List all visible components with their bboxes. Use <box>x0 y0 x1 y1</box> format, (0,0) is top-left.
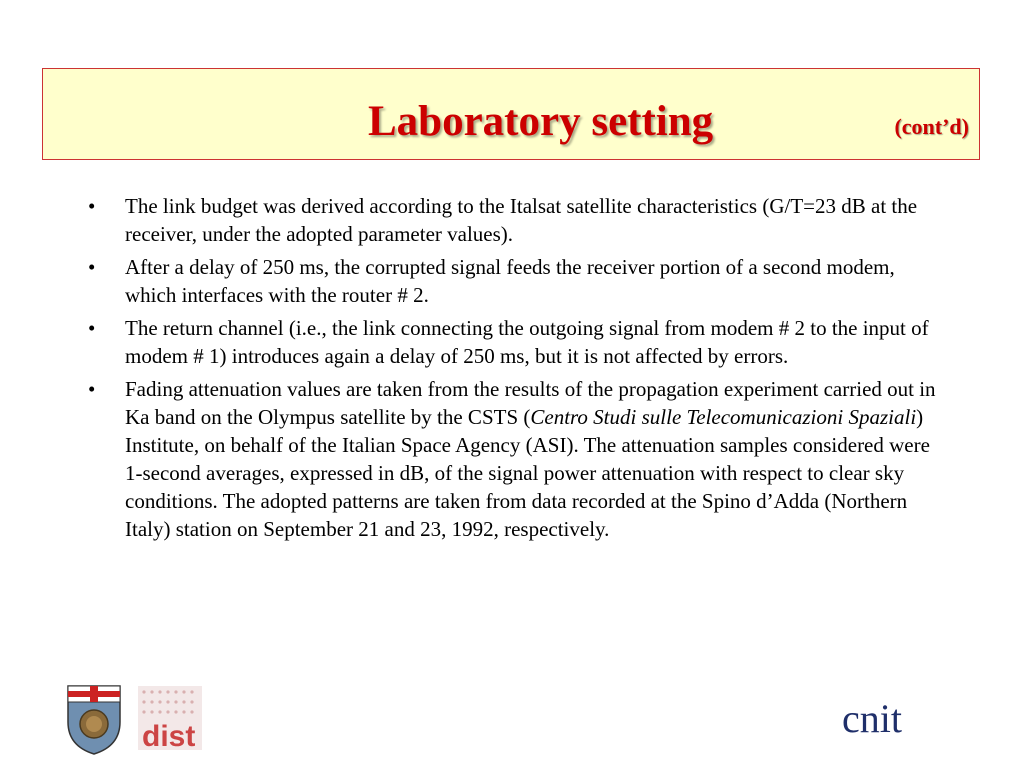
bullet-icon: • <box>88 194 96 218</box>
title-box <box>42 68 980 160</box>
bullet-icon: • <box>88 377 96 401</box>
bullet-text-pre: Fading attenuation values are taken from the results of the propagation experiment carried out in Ka band on the Olympus satellite by the CSTS ( <box>125 377 936 429</box>
bullet-item <box>88 375 940 543</box>
cnit-logo <box>840 692 940 742</box>
bullet-icon: • <box>88 255 96 279</box>
bullet-text: The link budget was derived according to the Italsat satellite characteristics (G/T=23 dB at the receiver, under the adopted parameter values). <box>125 194 918 246</box>
university-crest-icon <box>62 680 212 760</box>
bullet-item <box>88 192 940 248</box>
slide-subtitle: (cont’d) <box>894 114 969 139</box>
bullet-list <box>88 192 940 548</box>
bullet-item <box>88 314 940 370</box>
university-logos <box>62 680 212 760</box>
bullet-text: The return channel (i.e., the link connecting the outgoing signal from modem # 2 to the input of modem # 1) introduces again a delay of 250 ms, but it is not affected by errors. <box>125 316 929 368</box>
slide-title: Laboratory setting <box>368 98 714 145</box>
bullet-icon: • <box>88 316 96 340</box>
dist-logo-text: dist <box>142 720 196 753</box>
cnit-logo-icon <box>840 692 940 742</box>
bullet-text-post: ) Institute, on behalf of the Italian Space Agency (ASI). The attenuation samples considered were 1-second averages, expressed in dB, of the signal power attenuation with respect to clear sky conditions. The adopted patterns are taken from data recorded at the Spino d’Adda (Northern Italy) station on September 21 and 23, 1992, respectively. <box>125 405 930 541</box>
bullet-text-italic: Centro Studi sulle Telecomunicazioni Spaziali <box>530 405 917 429</box>
bullet-text: After a delay of 250 ms, the corrupted signal feeds the receiver portion of a second modem, which interfaces with the router # 2. <box>125 255 895 307</box>
cnit-logo-text: cnit <box>842 696 902 741</box>
bullet-item <box>88 253 940 309</box>
